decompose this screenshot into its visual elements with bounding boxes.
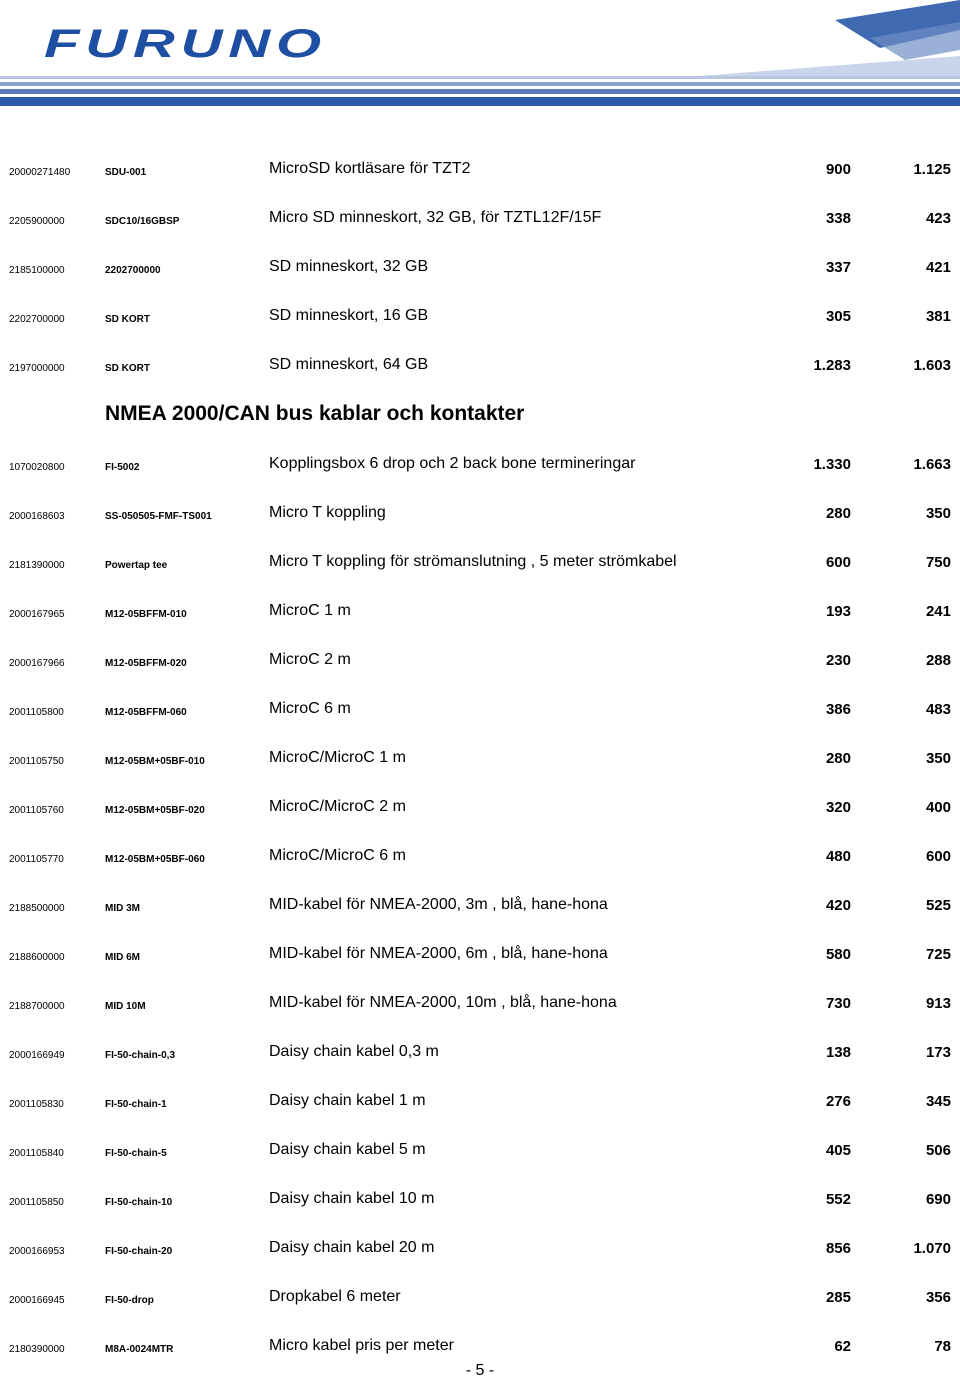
price-ex-vat: 138 (825, 1044, 851, 1061)
model-code: FI-50-chain-20 (105, 1246, 173, 1257)
product-description: MicroC/MicroC 2 m (269, 798, 406, 815)
product-description: Daisy chain kabel 0,3 m (269, 1043, 439, 1060)
product-description: Daisy chain kabel 10 m (269, 1190, 435, 1207)
article-number: 2185100000 (9, 265, 65, 276)
price-inc-vat: 690 (925, 1191, 951, 1208)
model-code: FI-5002 (105, 462, 140, 473)
price-inc-vat: 525 (925, 897, 951, 914)
product-description: MicroC 1 m (269, 602, 351, 619)
price-inc-vat: 381 (925, 308, 951, 325)
table-row (0, 250, 960, 280)
price-inc-vat: 173 (925, 1044, 951, 1061)
furuno-logo: FURUNO (44, 22, 327, 66)
table-row (0, 1329, 960, 1359)
product-description: Micro T koppling (269, 504, 386, 521)
article-number: 2188600000 (9, 952, 65, 963)
table-row (0, 692, 960, 722)
price-inc-vat: 423 (925, 210, 951, 227)
table-row (0, 1133, 960, 1163)
product-description: MID-kabel för NMEA-2000, 10m , blå, hane-hona (269, 994, 617, 1011)
price-ex-vat: 386 (825, 701, 851, 718)
article-number: 2001105800 (9, 707, 64, 718)
table-row (0, 741, 960, 771)
model-code: MID 6M (105, 952, 140, 963)
price-inc-vat: 725 (925, 946, 951, 963)
article-number: 2000167965 (9, 609, 65, 620)
product-description: MicroC/MicroC 1 m (269, 749, 406, 766)
price-inc-vat: 241 (925, 603, 951, 620)
price-inc-vat: 1.663 (913, 456, 951, 473)
price-ex-vat: 280 (825, 750, 851, 767)
article-number: 2000166949 (9, 1050, 65, 1061)
price-inc-vat: 1.603 (913, 357, 951, 374)
price-inc-vat: 483 (925, 701, 951, 718)
price-ex-vat: 276 (825, 1093, 851, 1110)
price-ex-vat: 280 (825, 505, 851, 522)
model-code: M12-05BFFM-020 (105, 658, 187, 669)
price-inc-vat: 350 (925, 750, 951, 767)
price-inc-vat: 750 (925, 554, 951, 571)
price-inc-vat: 421 (925, 259, 951, 276)
table-row (0, 937, 960, 967)
article-number: 2181390000 (9, 560, 65, 571)
price-inc-vat: 356 (925, 1289, 951, 1306)
price-ex-vat: 285 (825, 1289, 851, 1306)
price-inc-vat: 345 (925, 1093, 951, 1110)
model-code: FI-50-chain-1 (105, 1099, 167, 1110)
product-description: SD minneskort, 64 GB (269, 356, 429, 373)
price-ex-vat: 337 (825, 259, 851, 276)
article-number: 2188700000 (9, 1001, 65, 1012)
model-code: FI-50-chain-5 (105, 1148, 167, 1159)
article-number: 2001105750 (9, 756, 64, 767)
page-number: - 5 - (465, 1362, 495, 1379)
model-code: Powertap tee (105, 560, 168, 571)
article-number: 2205900000 (9, 216, 65, 227)
table-row (0, 201, 960, 231)
product-description: MicroSD kortläsare för TZT2 (269, 160, 471, 177)
product-description: MID-kabel för NMEA-2000, 6m , blå, hane-hona (269, 945, 608, 962)
price-ex-vat: 420 (825, 897, 851, 914)
article-number: 2001105850 (9, 1197, 64, 1208)
section-title: NMEA 2000/CAN bus kablar och kontakter (105, 402, 525, 425)
article-number: 2202700000 (9, 314, 65, 325)
model-code: M12-05BM+05BF-010 (105, 756, 205, 767)
article-number: 20000271480 (9, 167, 71, 178)
price-ex-vat: 1.330 (813, 456, 851, 473)
article-number: 2001105830 (9, 1099, 64, 1110)
model-code: M12-05BM+05BF-060 (105, 854, 205, 865)
model-code: MID 10M (105, 1001, 146, 1012)
product-description: SD minneskort, 32 GB (269, 258, 429, 275)
article-number: 2000166945 (9, 1295, 65, 1306)
product-description: MicroC 2 m (269, 651, 351, 668)
table-row (0, 496, 960, 526)
price-inc-vat: 400 (925, 799, 951, 816)
table-row (0, 594, 960, 624)
table-row (0, 152, 960, 182)
product-description: Daisy chain kabel 20 m (269, 1239, 435, 1256)
price-ex-vat: 580 (825, 946, 851, 963)
model-code: FI-50-drop (105, 1295, 154, 1306)
product-description: Kopplingsbox 6 drop och 2 back bone termineringar (269, 455, 636, 472)
price-inc-vat: 506 (925, 1142, 951, 1159)
model-code: M12-05BM+05BF-020 (105, 805, 205, 816)
article-number: 2000168603 (9, 511, 65, 522)
table-row (0, 1182, 960, 1212)
table-row (0, 1231, 960, 1261)
article-number: 2180390000 (9, 1344, 65, 1355)
model-code: MID 3M (105, 903, 140, 914)
model-code: FI-50-chain-0,3 (105, 1050, 176, 1061)
price-ex-vat: 480 (825, 848, 851, 865)
page-header (0, 0, 960, 112)
article-number: 2001105770 (9, 854, 64, 865)
price-inc-vat: 600 (925, 848, 951, 865)
price-inc-vat: 78 (934, 1338, 951, 1355)
table-row (0, 348, 960, 378)
article-number: 2001105840 (9, 1148, 64, 1159)
price-ex-vat: 338 (825, 210, 851, 227)
price-ex-vat: 856 (825, 1240, 851, 1257)
article-number: 2188500000 (9, 903, 65, 914)
price-ex-vat: 230 (825, 652, 851, 669)
model-code: M12-05BFFM-060 (105, 707, 187, 718)
price-ex-vat: 305 (825, 308, 851, 325)
price-ex-vat: 405 (825, 1142, 851, 1159)
product-description: SD minneskort, 16 GB (269, 307, 429, 324)
product-description: Daisy chain kabel 5 m (269, 1141, 426, 1158)
price-ex-vat: 1.283 (813, 357, 851, 374)
product-description: MID-kabel för NMEA-2000, 3m , blå, hane-hona (269, 896, 608, 913)
product-description: MicroC 6 m (269, 700, 351, 717)
price-ex-vat: 600 (825, 554, 851, 571)
article-number: 2001105760 (9, 805, 64, 816)
model-code: SS-050505-FMF-TS001 (105, 511, 212, 522)
article-number: 2197000000 (9, 363, 65, 374)
price-inc-vat: 1.125 (913, 161, 951, 178)
price-ex-vat: 900 (825, 161, 851, 178)
price-inc-vat: 913 (925, 995, 951, 1012)
model-code: M12-05BFFM-010 (105, 609, 187, 620)
model-code: 2202700000 (105, 265, 161, 276)
product-description: Micro SD minneskort, 32 GB, för TZTL12F/15F (269, 209, 602, 226)
model-code: FI-50-chain-10 (105, 1197, 173, 1208)
table-row (0, 447, 960, 477)
model-code: M8A-0024MTR (105, 1344, 174, 1355)
price-ex-vat: 730 (825, 995, 851, 1012)
model-code: SDU-001 (105, 167, 147, 178)
price-ex-vat: 193 (825, 603, 851, 620)
table-row (0, 1280, 960, 1310)
product-description: MicroC/MicroC 6 m (269, 847, 406, 864)
price-ex-vat: 62 (834, 1338, 851, 1355)
table-row (0, 1035, 960, 1065)
price-inc-vat: 288 (925, 652, 951, 669)
price-ex-vat: 320 (825, 799, 851, 816)
table-row (0, 299, 960, 329)
table-row (0, 545, 960, 575)
article-number: 2000166953 (9, 1246, 65, 1257)
price-ex-vat: 552 (825, 1191, 851, 1208)
article-number: 1070020800 (9, 462, 65, 473)
model-code: SD KORT (105, 314, 150, 325)
price-inc-vat: 1.070 (913, 1240, 951, 1257)
table-row (0, 790, 960, 820)
model-code: SDC10/16GBSP (105, 216, 180, 227)
product-description: Micro kabel pris per meter (269, 1337, 454, 1354)
table-row (0, 839, 960, 869)
product-description: Daisy chain kabel 1 m (269, 1092, 426, 1109)
price-inc-vat: 350 (925, 505, 951, 522)
model-code: SD KORT (105, 363, 150, 374)
table-row (0, 986, 960, 1016)
table-row (0, 643, 960, 673)
product-description: Micro T koppling för strömanslutning , 5 meter strömkabel (269, 553, 677, 570)
table-row (0, 888, 960, 918)
article-number: 2000167966 (9, 658, 65, 669)
product-description: Dropkabel 6 meter (269, 1288, 401, 1305)
table-row (0, 1084, 960, 1114)
